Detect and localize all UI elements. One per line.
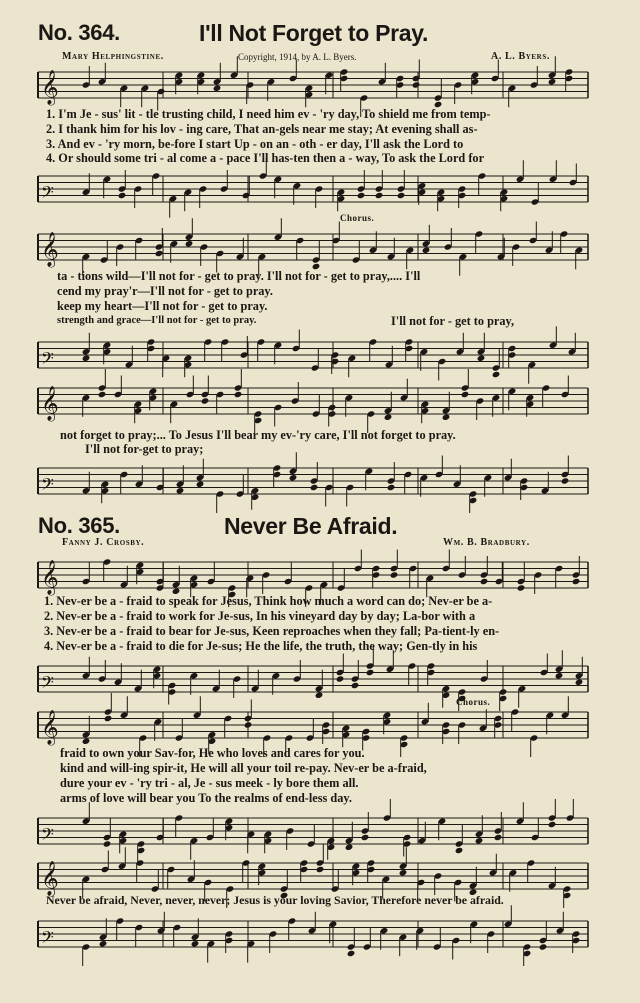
hymn-365-verse-3: 3. Nev-er be a - fraid to bear for Je-sus, Keen reproaches when they fall; Pa-tient-ly en- [44, 624, 500, 638]
hymn-365-line3: Never be afraid, Never, never, never; Jesus is your loving Savior, Therefore never be afraid. [46, 893, 504, 907]
hymn-364-author: Mary Helphingstine. [62, 51, 164, 62]
hymn-365-title: Never Be Afraid. [224, 513, 398, 539]
hymn-364-title: I'll Not Forget to Pray. [199, 20, 429, 46]
hymn-364-line2-verse-2: cend my pray'r—I'll not for - get to pray. [57, 284, 273, 298]
hymn-365-author: Fanny J. Crosby. [62, 537, 145, 548]
svg-text:𝄢: 𝄢 [41, 474, 54, 498]
hymn-364-line2-verse-3: keep my heart—I'll not for - get to pray. [57, 299, 268, 313]
svg-text:𝄞: 𝄞 [41, 710, 59, 745]
hymn-365-line2-verse-3: dure your ev - 'ry tri - al, Je - sus meek - ly bore them all. [60, 776, 359, 790]
hymn-365-verse-4: 4. Nev-er be a - fraid to die for Je-sus; He the life, the truth, the way; Gen-tly in his [44, 639, 478, 653]
hymn-364-copyright: Copyright, 1914, by A. L. Byers. [238, 52, 357, 62]
hymn-364-verse-4: 4. Or should some tri - al come a - pace I'll has-ten then a - way, To ask the Lord for [46, 151, 485, 165]
hymn-364-system-2-bass [38, 336, 588, 378]
svg-text:𝄢: 𝄢 [41, 672, 54, 696]
hymn-364-number: No. 364. [38, 20, 120, 45]
hymn-364-verse-1: 1. I'm Je - sus' lit - tle trusting child, I need him ev - 'ry day, To shield me from temp- [46, 107, 491, 121]
hymn-365-composer: Wm. B. Bradbury. [443, 537, 530, 548]
hymn-365-system-2-treble [38, 706, 588, 748]
hymn-364-verse-2: 2. I thank him for his lov - ing care, That an-gels near me stay; At evening shall as- [46, 122, 478, 136]
svg-text:𝄞: 𝄞 [41, 861, 59, 896]
hymn-364-system-1-bass [38, 170, 588, 212]
hymn-365-number: No. 365. [38, 513, 120, 538]
hymn-364-verse-3: 3. And ev - 'ry morn, be-fore I start Up - on an - oth - er day, I'll ask the Lord to [46, 137, 464, 151]
hymn-365-system-1-bass [38, 660, 588, 702]
hymn-364-line2-verse-4: strength and grace—I'll not for - get to pray. [57, 315, 257, 326]
hymn-364-line3: not forget to pray;... To Jesus I'll bear my ev-'ry care, I'll not forget to pray. [60, 428, 456, 442]
hymn-364-system-2-treble [38, 228, 588, 270]
hymn-365-verse-2: 2. Nev-er be a - fraid to work for Je-sus, In his vineyard day by day; La-bor with a [44, 609, 476, 623]
svg-text:𝄢: 𝄢 [41, 824, 54, 848]
hymn-365-system-1-treble [38, 556, 588, 598]
hymn-364-line2-alto: I'll not for - get to pray, [391, 314, 515, 328]
svg-text:𝄢: 𝄢 [41, 927, 54, 951]
svg-text:𝄞: 𝄞 [41, 386, 59, 421]
hymn-364-system-3-bass [38, 462, 588, 504]
svg-text:𝄢: 𝄢 [41, 348, 54, 372]
hymn-365-system-2-bass [38, 812, 588, 854]
hymn-365-line2-verse-1: fraid to own your Sav-for, He who loves and cares for you. [60, 746, 365, 760]
svg-text:𝄞: 𝄞 [41, 70, 59, 105]
hymn-364-system-1-treble [38, 66, 588, 108]
svg-text:𝄢: 𝄢 [41, 182, 54, 206]
hymn-364-system-3-treble [38, 382, 588, 424]
hymn-364-line3-alto: I'll not for-get to pray; [85, 442, 204, 456]
hymn-365-chorus-label: Chorus. [456, 697, 491, 707]
svg-text:𝄞: 𝄞 [41, 232, 59, 267]
hymn-364-chorus-label: Chorus. [340, 213, 375, 223]
hymn-364-composer: A. L. Byers. [491, 51, 550, 62]
hymn-365-line2-verse-2: kind and will-ing spir-it, He will all your toil re-pay. Nev-er be a-fraid, [60, 761, 427, 775]
hymn-365-system-3-bass [38, 915, 588, 957]
svg-text:𝄞: 𝄞 [41, 560, 59, 595]
hymn-365-line2-verse-4: arms of love will bear you To the realms of end-less day. [60, 791, 352, 805]
hymn-364-line2-verse-1: ta - tions wild—I'll not for - get to pray. I'll not for - get to pray,.... I'll [57, 269, 421, 283]
hymn-365-verse-1: 1. Nev-er be a - fraid to speak for Jesus, Think how much a word can do; Nev-er be a- [44, 594, 493, 608]
